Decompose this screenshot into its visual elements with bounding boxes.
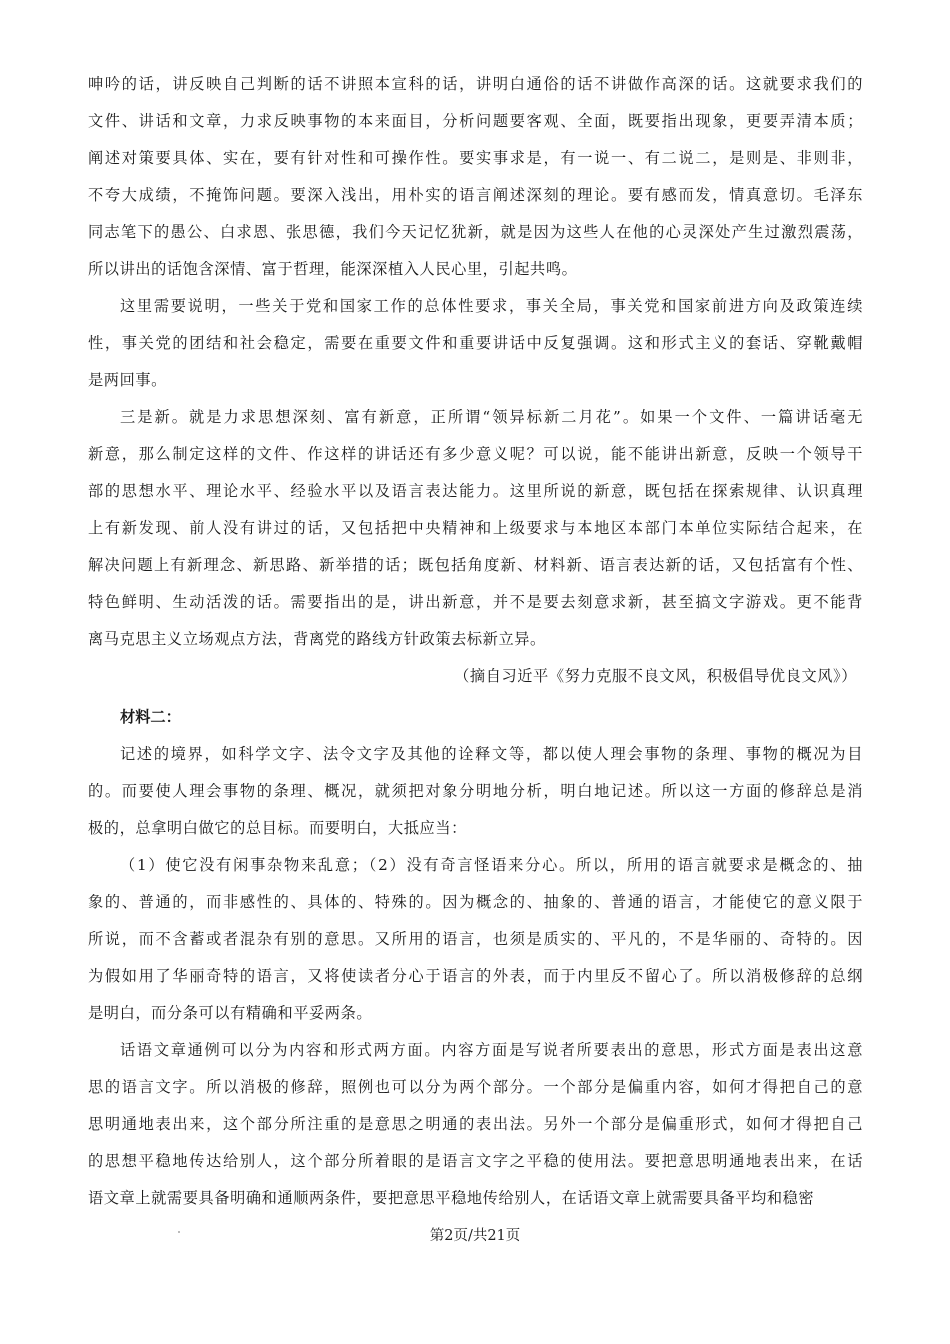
material-one-text bbox=[88, 66, 863, 658]
text-line: 三是新。就是力求思想深刻、富有新意，正所谓“领异标新二月花”。如果一个文件、一篇讲话毫无 bbox=[120, 408, 863, 426]
paragraph bbox=[88, 847, 863, 1032]
document-body bbox=[88, 66, 863, 1217]
text-line: 话语文章通例可以分为内容和形式两方面。内容方面是写说者所要表出的意思，形式方面是表出这意 bbox=[120, 1041, 863, 1059]
text-line: 记述的境界，如科学文字、法令文字及其他的诠释文等，都以使人理会事物的条理、事物的概况为目 bbox=[120, 745, 863, 763]
text-line: 部的思想水平、理论水平、经验水平以及语言表达能力。这里所说的新意，既包括在探索规律、认识真理 bbox=[88, 482, 863, 500]
text-line: 是两回事。 bbox=[88, 371, 167, 389]
text-line: 性，事关党的团结和社会稳定，需要在重要文件和重要讲话中反复强调。这和形式主义的套话、穿靴戴帽 bbox=[88, 334, 863, 352]
text-line: 解决问题上有新理念、新思路、新举措的话；既包括角度新、材料新、语言表达新的话，又包括富有个性、 bbox=[88, 556, 863, 574]
paragraph bbox=[88, 288, 863, 399]
text-line: 同志笔下的愚公、白求恩、张思德，我们今天记忆犹新，就是因为这些人在他的心灵深处产生过激烈震荡， bbox=[88, 223, 863, 241]
text-line: 所说，而不含蓄或者混杂有别的意思。又所用的语言，也须是质实的、平凡的，不是华丽的、奇特的。因 bbox=[88, 930, 863, 948]
paragraph bbox=[88, 736, 863, 847]
text-line: 离马克思主义立场观点方法，背离党的路线方针政策去标新立异。 bbox=[88, 630, 546, 648]
text-line: 为假如用了华丽奇特的语言，又将使读者分心于语言的外表，而于内里反不留心了。所以消极修辞的总纲 bbox=[88, 967, 863, 985]
text-line: 不夸大成绩，不掩饰问题。要深入浅出，用朴实的语言阐述深刻的理论。要有感而发，情真意切。毛泽东 bbox=[88, 186, 863, 204]
paragraph bbox=[88, 1032, 863, 1217]
text-line: 阐述对策要具体、实在，要有针对性和可操作性。要实事求是，有一说一、有二说二，是则是、非则非， bbox=[88, 149, 863, 167]
text-line: 的思想平稳地传达给别人，这个部分所着眼的是语言文字之平稳的使用法。要把意思明通地表出来，在话 bbox=[88, 1152, 863, 1170]
text-line: 这里需要说明，一些关于党和国家工作的总体性要求，事关全局，事关党和国家前进方向及政策连续 bbox=[120, 297, 863, 315]
text-line: 象的、普通的，而非感性的、具体的、特殊的。因为概念的、抽象的、普通的语言，才能使它的意义限于 bbox=[88, 893, 863, 911]
text-line: 文件、讲话和文章，力求反映事物的本来面目，分析问题要客观、全面，既要指出现象，更要弄清本质； bbox=[88, 112, 863, 130]
text-line: 思明通地表出来，这个部分所注重的是意思之明通的表出法。另外一个部分是偏重形式，如何才得把自己 bbox=[88, 1115, 863, 1133]
material-two-text bbox=[88, 736, 863, 1217]
text-line: 特色鲜明、生动活泼的话。需要指出的是，讲出新意，并不是要去刻意求新，甚至搞文字游戏。更不能背 bbox=[88, 593, 863, 611]
text-line: 语文章上就需要具备明确和通顺两条件，要把意思平稳地传给别人，在话语文章上就需要具备平均和稳密 bbox=[88, 1189, 815, 1207]
text-line: （1）使它没有闲事杂物来乱意；（2）没有奇言怪语来分心。所以，所用的语言就要求是概念的、抽 bbox=[120, 856, 863, 874]
paragraph bbox=[88, 399, 863, 658]
page-number: 第2页/共21页 bbox=[429, 1228, 521, 1244]
text-line: 的。而要使人理会事物的条理、概况，就须把对象分明地分析，明白地记述。所以这一方面的修辞总是消 bbox=[88, 782, 863, 800]
text-line: 极的，总拿明白做它的总目标。而要明白，大抵应当： bbox=[88, 819, 467, 837]
text-line: 呻吟的话，讲反映自己判断的话不讲照本宣科的话，讲明白通俗的话不讲做作高深的话。这就要求我们的 bbox=[88, 75, 863, 93]
text-line: 思的语言文字。所以消极的修辞，照例也可以分为两个部分。一个部分是偏重内容，如何才得把自己的意 bbox=[88, 1078, 863, 1096]
text-line: 新意，那么制定这样的文件、作这样的讲话还有多少意义呢？可以说，能不能讲出新意，反映一个领导干 bbox=[88, 445, 863, 463]
source-citation: （摘自习近平《努力克服不良文风，积极倡导优良文风》） bbox=[454, 667, 857, 685]
text-line: 所以讲出的话饱含深情、富于哲理，能深深植入人民心里，引起共鸣。 bbox=[88, 260, 578, 278]
paragraph bbox=[88, 66, 863, 288]
material-two-heading: 材料二： bbox=[120, 708, 181, 726]
text-line: 是明白，而分条可以有精确和平妥两条。 bbox=[88, 1004, 373, 1022]
text-line: 上有新发现、前人没有讲过的话，又包括把中央精神和上级要求与本地区本部门本单位实际结合起来，在 bbox=[88, 519, 863, 537]
